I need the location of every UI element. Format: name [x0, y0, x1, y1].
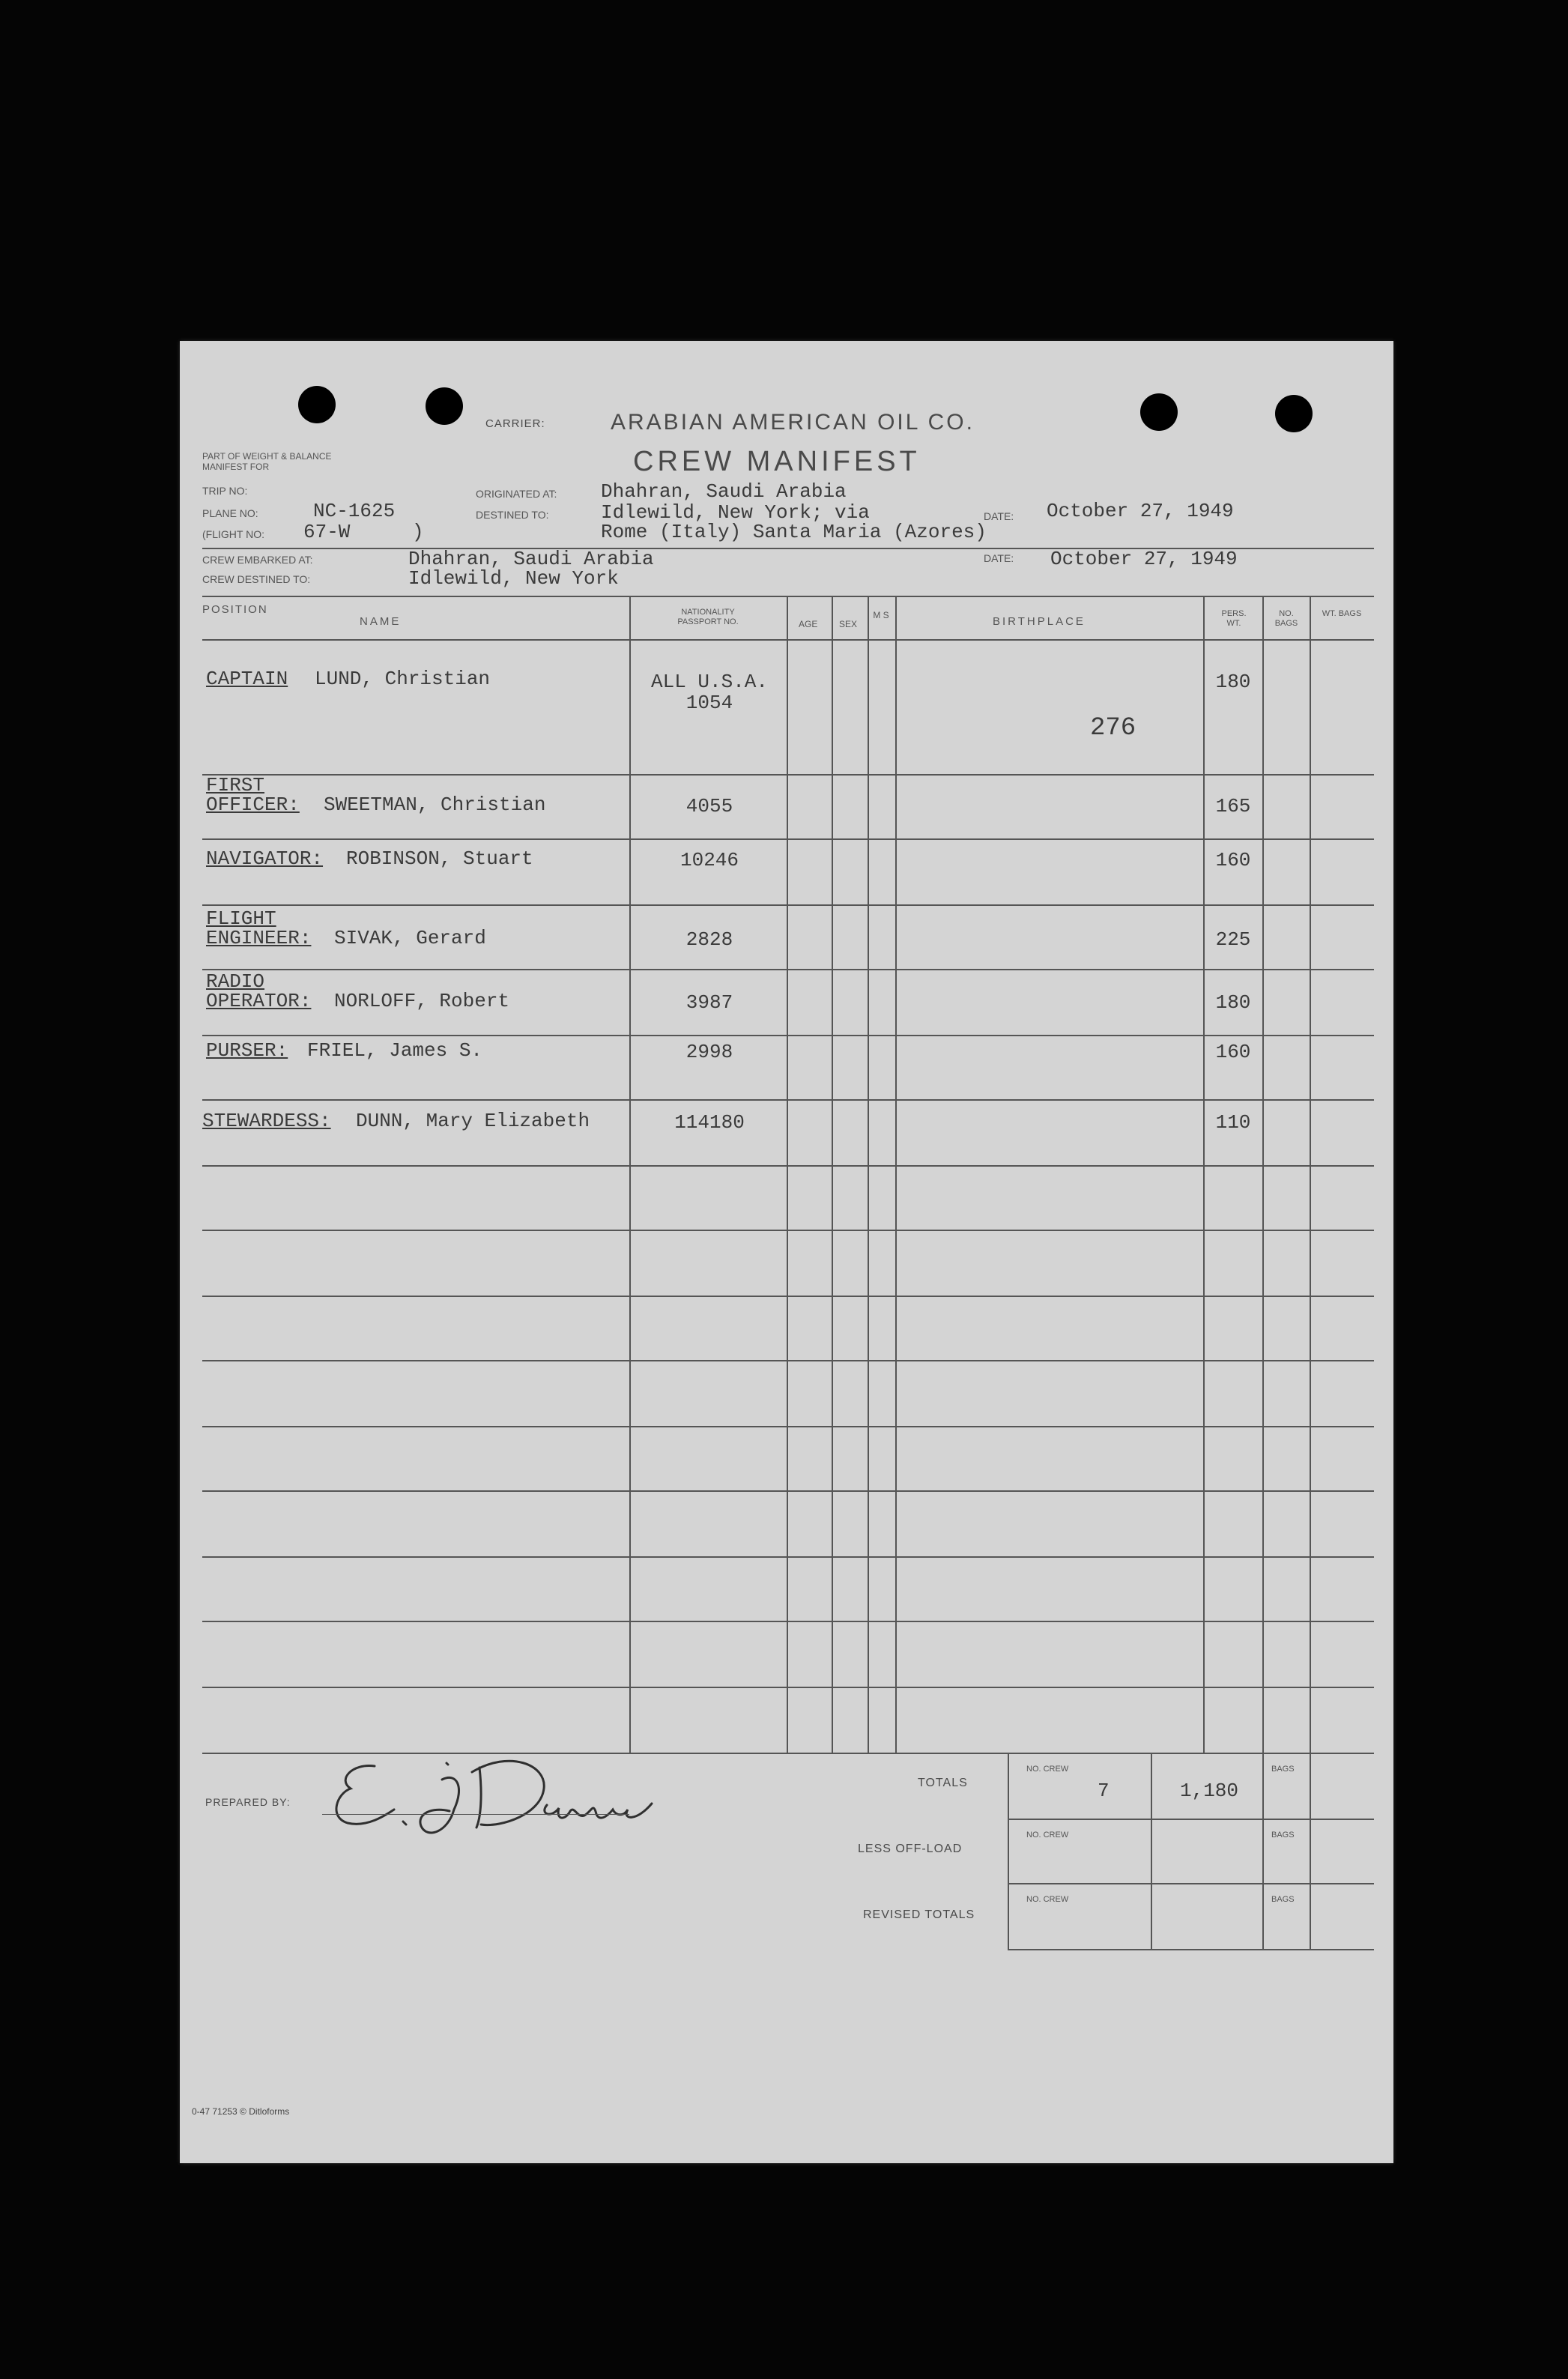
crew-position: OPERATOR:: [206, 990, 312, 1012]
col-sex: SEX: [839, 619, 858, 629]
crew-embarked-label: CREW EMBARKED AT:: [202, 554, 313, 566]
row-line: [202, 1490, 1374, 1492]
revised-totals-label: REVISED TOTALS: [863, 1908, 975, 1921]
date-2: October 27, 1949: [1050, 548, 1238, 570]
no-crew-label: NO. CREW: [1026, 1831, 1069, 1840]
plane-no: NC-1625: [313, 500, 396, 522]
crew-weight: 225: [1215, 928, 1251, 951]
col-ms: M S: [873, 610, 889, 620]
col-line: [832, 597, 833, 1753]
row-line: [202, 904, 1374, 906]
row-line: [202, 1687, 1374, 1688]
total-crew: 7: [1098, 1780, 1110, 1802]
header-rule: [202, 639, 1374, 641]
col-line: [895, 597, 897, 1753]
col-wt-bags: WT. BAGS: [1322, 609, 1362, 618]
totals-line: [1310, 1754, 1311, 1950]
col-line: [868, 597, 869, 1753]
crew-position-top: RADIO: [206, 970, 265, 993]
crew-destined: Idlewild, New York: [408, 567, 619, 590]
col-no-bags: NO. BAGS: [1274, 609, 1298, 628]
crew-weight: 110: [1215, 1111, 1251, 1134]
destined-to-line2: Rome (Italy) Santa Maria (Azores): [601, 521, 987, 543]
crew-name: NORLOFF, Robert: [334, 990, 510, 1012]
col-line: [1262, 597, 1264, 1753]
crew-position: CAPTAIN: [206, 668, 288, 690]
originated-at: Dhahran, Saudi Arabia: [601, 480, 847, 503]
totals-line: [1151, 1754, 1152, 1950]
totals-line: [1008, 1883, 1374, 1884]
bags-label: BAGS: [1271, 1765, 1295, 1774]
crew-passport: 114180: [674, 1111, 745, 1134]
row-line: [202, 1296, 1374, 1297]
destined-to-line1: Idlewild, New York; via: [601, 501, 870, 524]
plane-no-label: PLANE NO:: [202, 507, 258, 519]
crew-passport: 2828: [685, 928, 733, 951]
bags-label: BAGS: [1271, 1831, 1295, 1840]
form-title: CREW MANIFEST: [633, 446, 921, 477]
no-crew-label: NO. CREW: [1026, 1765, 1069, 1774]
carrier-label: CARRIER:: [485, 417, 545, 430]
row-line: [202, 1165, 1374, 1167]
col-name: NAME: [360, 615, 402, 628]
crew-weight: 180: [1215, 671, 1251, 693]
form-code: 0-47 71253 © Ditloforms: [192, 2106, 290, 2117]
punch-hole: [1275, 395, 1313, 432]
crew-destined-label: CREW DESTINED TO:: [202, 573, 311, 585]
crew-passport: 2998: [685, 1041, 733, 1063]
col-nationality: NATIONALITY PASSPORT NO.: [677, 608, 739, 626]
crew-position-top: FIRST: [206, 774, 265, 796]
totals-line: [1008, 1754, 1009, 1950]
flight-no-label: (FLIGHT NO:: [202, 528, 264, 540]
flight-close: ): [412, 521, 424, 543]
flight-no: 67-W: [303, 521, 351, 543]
totals-line: [1008, 1949, 1374, 1950]
crew-position: PURSER:: [206, 1039, 288, 1062]
crew-weight: 165: [1215, 795, 1251, 817]
bags-label: BAGS: [1271, 1895, 1295, 1904]
col-line: [629, 597, 631, 1753]
manifest-sheet: [180, 341, 1393, 2163]
row-line: [202, 1230, 1374, 1231]
trip-no-label: TRIP NO:: [202, 485, 248, 497]
less-offload-label: LESS OFF-LOAD: [858, 1843, 963, 1855]
col-age: AGE: [799, 619, 818, 629]
col-pers-wt: PERS. WT.: [1221, 609, 1247, 628]
punch-hole: [426, 387, 463, 425]
crew-embarked: Dhahran, Saudi Arabia: [408, 548, 654, 570]
punch-hole: [298, 386, 336, 423]
col-birthplace: BIRTHPLACE: [993, 615, 1086, 628]
row-line: [202, 969, 1374, 970]
crew-passport: 3987: [685, 991, 733, 1014]
crew-name: LUND, Christian: [315, 668, 491, 690]
prepared-by-label: PREPARED BY:: [205, 1796, 291, 1808]
crew-passport: ALL U.S.A.: [650, 671, 769, 693]
divider: [202, 596, 1374, 597]
date-1: October 27, 1949: [1047, 500, 1234, 522]
signature-line: [322, 1814, 629, 1815]
crew-passport-2: 1054: [685, 692, 733, 714]
crew-weight: 160: [1215, 849, 1251, 871]
crew-name: SIVAK, Gerard: [334, 927, 486, 949]
carrier-name: ARABIAN AMERICAN OIL CO.: [611, 410, 975, 435]
col-line: [787, 597, 788, 1753]
row-line: [202, 1621, 1374, 1622]
col-position: POSITION: [202, 603, 268, 616]
row-line: [202, 1360, 1374, 1361]
signature-image: [322, 1750, 682, 1840]
totals-line: [1262, 1754, 1264, 1950]
punch-hole: [1140, 393, 1178, 431]
totals-label: TOTALS: [918, 1777, 968, 1789]
totals-line: [1008, 1819, 1374, 1820]
row-line: [202, 838, 1374, 840]
date2-label: DATE:: [984, 552, 1014, 564]
part-of-label: PART OF WEIGHT & BALANCE: [202, 451, 332, 462]
crew-position: STEWARDESS:: [202, 1110, 331, 1132]
row-line: [202, 1426, 1374, 1427]
crew-passport: 4055: [685, 795, 733, 817]
col-line: [1310, 597, 1311, 1753]
crew-weight: 160: [1215, 1041, 1251, 1063]
destined-label: DESTINED TO:: [476, 509, 549, 521]
crew-passport: 10246: [679, 849, 739, 871]
crew-position: OFFICER:: [206, 793, 300, 816]
row-line: [202, 774, 1374, 776]
row-line: [202, 1035, 1374, 1036]
crew-name: DUNN, Mary Elizabeth: [356, 1110, 590, 1132]
total-weight: 1,180: [1180, 1780, 1239, 1802]
col-line: [1203, 597, 1205, 1753]
date-label: DATE:: [984, 510, 1014, 522]
manifest-for-label: MANIFEST FOR: [202, 462, 270, 472]
row-line: [202, 1556, 1374, 1558]
crew-weight: 180: [1215, 991, 1251, 1014]
birthplace-note: 276: [1090, 714, 1136, 743]
row-line: [202, 1099, 1374, 1101]
crew-position-top: FLIGHT: [206, 907, 276, 930]
crew-position: NAVIGATOR:: [206, 847, 324, 870]
no-crew-label: NO. CREW: [1026, 1895, 1069, 1904]
crew-position: ENGINEER:: [206, 927, 312, 949]
crew-name: FRIEL, James S.: [307, 1039, 483, 1062]
originated-label: ORIGINATED AT:: [476, 488, 557, 500]
signature: [322, 1750, 682, 1840]
crew-name: ROBINSON, Stuart: [346, 847, 533, 870]
crew-name: SWEETMAN, Christian: [324, 793, 546, 816]
